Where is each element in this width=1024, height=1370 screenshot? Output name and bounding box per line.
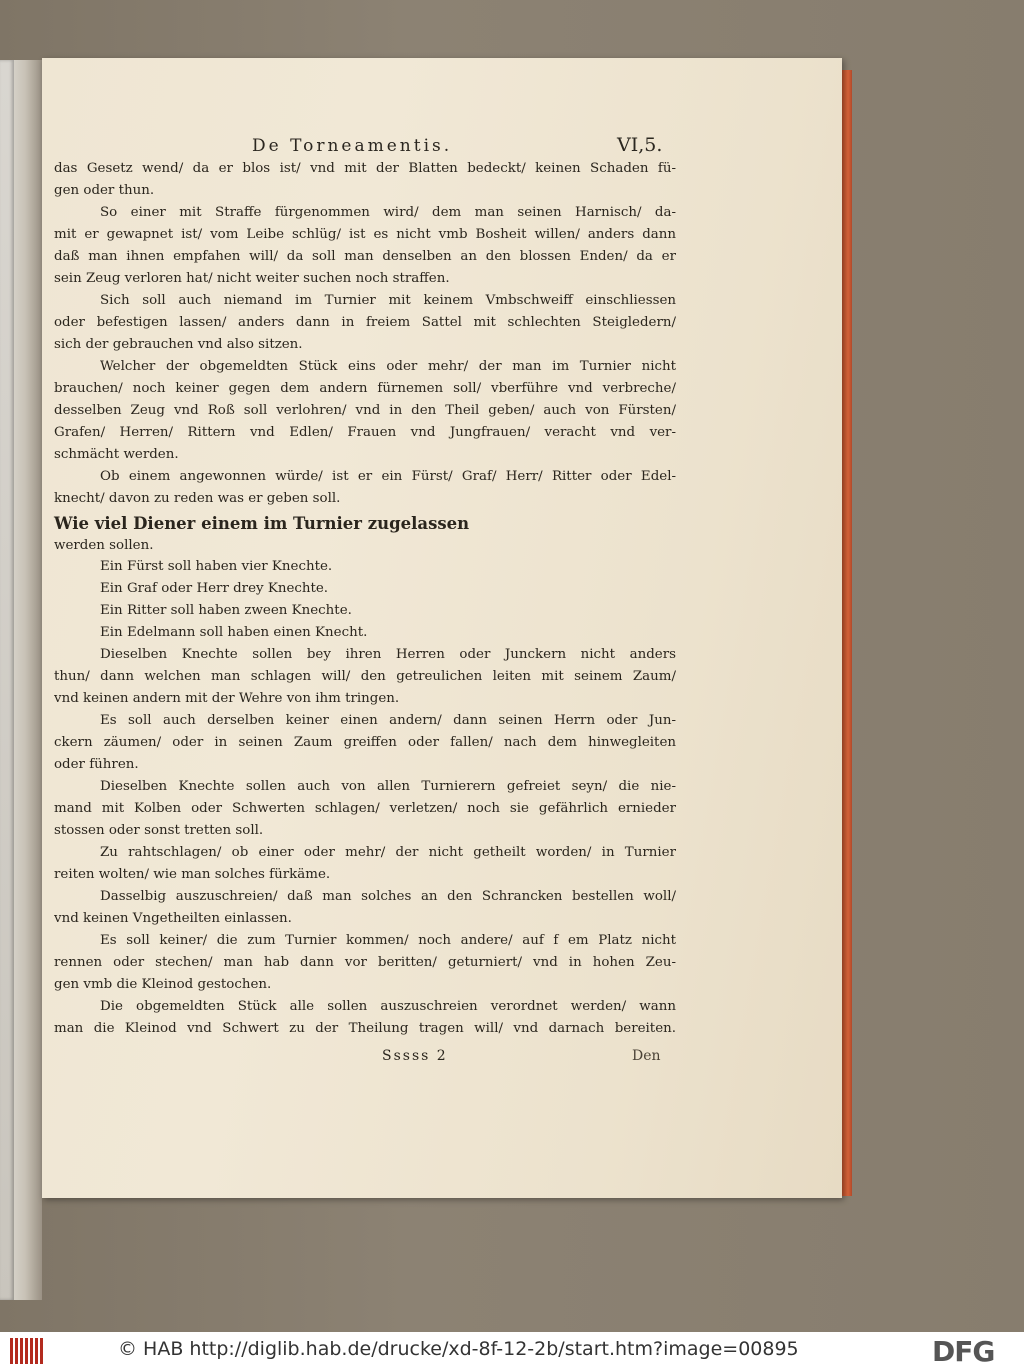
list-item: Ein Ritter soll haben zween Knechte. xyxy=(100,603,352,618)
text-line: Zu rahtschlagen/ ob einer oder mehr/ der nicht getheilt worden/ in Turnier xyxy=(100,845,676,860)
text-line: sein Zeug verloren hat/ nicht weiter suchen noch straffen. xyxy=(54,271,450,286)
hab-logo-icon xyxy=(10,1338,44,1364)
list-item: Ein Graf oder Herr drey Knechte. xyxy=(100,581,329,596)
text-line: So einer mit Straffe fürgenommen wird/ dem man seinen Harnisch/ da- xyxy=(100,205,676,220)
section-heading-continuation: werden sollen. xyxy=(54,538,154,553)
folio-number: VI,5. xyxy=(617,134,663,156)
text-line: Es soll keiner/ die zum Turnier kommen/ noch andere/ auf f em Platz nicht xyxy=(100,933,676,948)
text-line: Ob einem angewonnen würde/ ist er ein Fürst/ Graf/ Herr/ Ritter oder Edel- xyxy=(100,469,676,484)
footer-copyright-link[interactable]: © HAB http://diglib.hab.de/drucke/xd-8f-12-2b/start.htm?image=00895 xyxy=(118,1338,799,1360)
signature-mark: Sssss 2 xyxy=(382,1048,448,1064)
text-line: vnd keinen andern mit der Wehre von ihm tringen. xyxy=(54,691,400,706)
text-line: Welcher der obgemeldten Stück eins oder mehr/ der man im Turnier nicht xyxy=(100,359,676,374)
text-line: daß man ihnen empfahen will/ da soll man denselben an den blossen Enden/ da er xyxy=(54,249,676,264)
footer-bar xyxy=(0,1332,1024,1370)
text-line: reiten wolten/ wie man solches fürkäme. xyxy=(54,867,331,882)
text-line: Sich soll auch niemand im Turnier mit keinem Vmbschweiff einschliessen xyxy=(100,293,676,308)
page-text xyxy=(54,158,676,1040)
text-line: sich der gebrauchen vnd also sitzen. xyxy=(54,337,303,352)
text-line: man die Kleinod vnd Schwert zu der Theilung tragen will/ vnd darnach bereiten. xyxy=(54,1021,676,1036)
text-line: mand mit Kolben oder Schwerten schlagen/ verletzen/ noch sie gefährlich ernieder xyxy=(54,801,676,816)
page-red-edge xyxy=(842,70,852,1196)
text-line: schmächt werden. xyxy=(54,447,179,462)
book-spine-edge xyxy=(0,60,14,1300)
text-line: stossen oder sonst tretten soll. xyxy=(54,823,264,838)
running-head: De Torneamentis. xyxy=(252,136,453,156)
text-line: das Gesetz wend/ da er blos ist/ vnd mit der Blatten bedeckt/ keinen Schaden fü- xyxy=(54,161,676,176)
text-line: Die obgemeldten Stück alle sollen auszuschreien verordnet werden/ wann xyxy=(100,999,676,1014)
text-line: rennen oder stechen/ man hab dann vor beritten/ geturniert/ vnd in hohen Zeu- xyxy=(54,955,676,970)
text-line: oder führen. xyxy=(54,757,139,772)
text-line: thun/ dann welchen man schlagen will/ den getreulichen leiten mit seinem Zaum/ xyxy=(54,669,676,684)
text-line: Dieselben Knechte sollen bey ihren Herren oder Junckern nicht anders xyxy=(100,647,676,662)
text-line: brauchen/ noch keiner gegen dem andern fürnemen soll/ vberführe vnd verbreche/ xyxy=(54,381,676,396)
text-line: mit er gewapnet ist/ vom Leibe schlüg/ ist es nicht vmb Bosheit willen/ anders dann xyxy=(54,227,676,242)
text-line: Dieselben Knechte sollen auch von allen Turnierern gefreiet seyn/ die nie- xyxy=(100,779,676,794)
book-page xyxy=(42,58,842,1198)
text-line: Es soll auch derselben keiner einen andern/ dann seinen Herrn oder Jun- xyxy=(100,713,676,728)
text-line: gen vmb die Kleinod gestochen. xyxy=(54,977,272,992)
text-line: knecht/ davon zu reden was er geben soll. xyxy=(54,491,341,506)
text-line: vnd keinen Vngetheilten einlassen. xyxy=(54,911,292,926)
text-line: gen oder thun. xyxy=(54,183,155,198)
text-line: ckern zäumen/ oder in seinen Zaum greiffen oder fallen/ nach dem hinwegleiten xyxy=(54,735,676,750)
text-line: Grafen/ Herren/ Rittern vnd Edlen/ Frauen vnd Jungfrauen/ veracht vnd ver- xyxy=(54,425,676,440)
list-item: Ein Edelmann soll haben einen Knecht. xyxy=(100,625,368,640)
catchword: Den xyxy=(632,1048,661,1064)
section-heading: Wie viel Diener einem im Turnier zugelassen xyxy=(54,514,470,533)
dfg-logo: DFG xyxy=(932,1335,995,1368)
list-item: Ein Fürst soll haben vier Knechte. xyxy=(100,559,333,574)
text-line: desselben Zeug vnd Roß soll verlohren/ vnd in den Theil geben/ auch von Fürsten/ xyxy=(54,403,676,418)
text-line: Dasselbig auszuschreien/ daß man solches an den Schrancken bestellen woll/ xyxy=(100,889,676,904)
text-line: oder befestigen lassen/ anders dann in freiem Sattel mit schlechten Steigledern/ xyxy=(54,315,676,330)
